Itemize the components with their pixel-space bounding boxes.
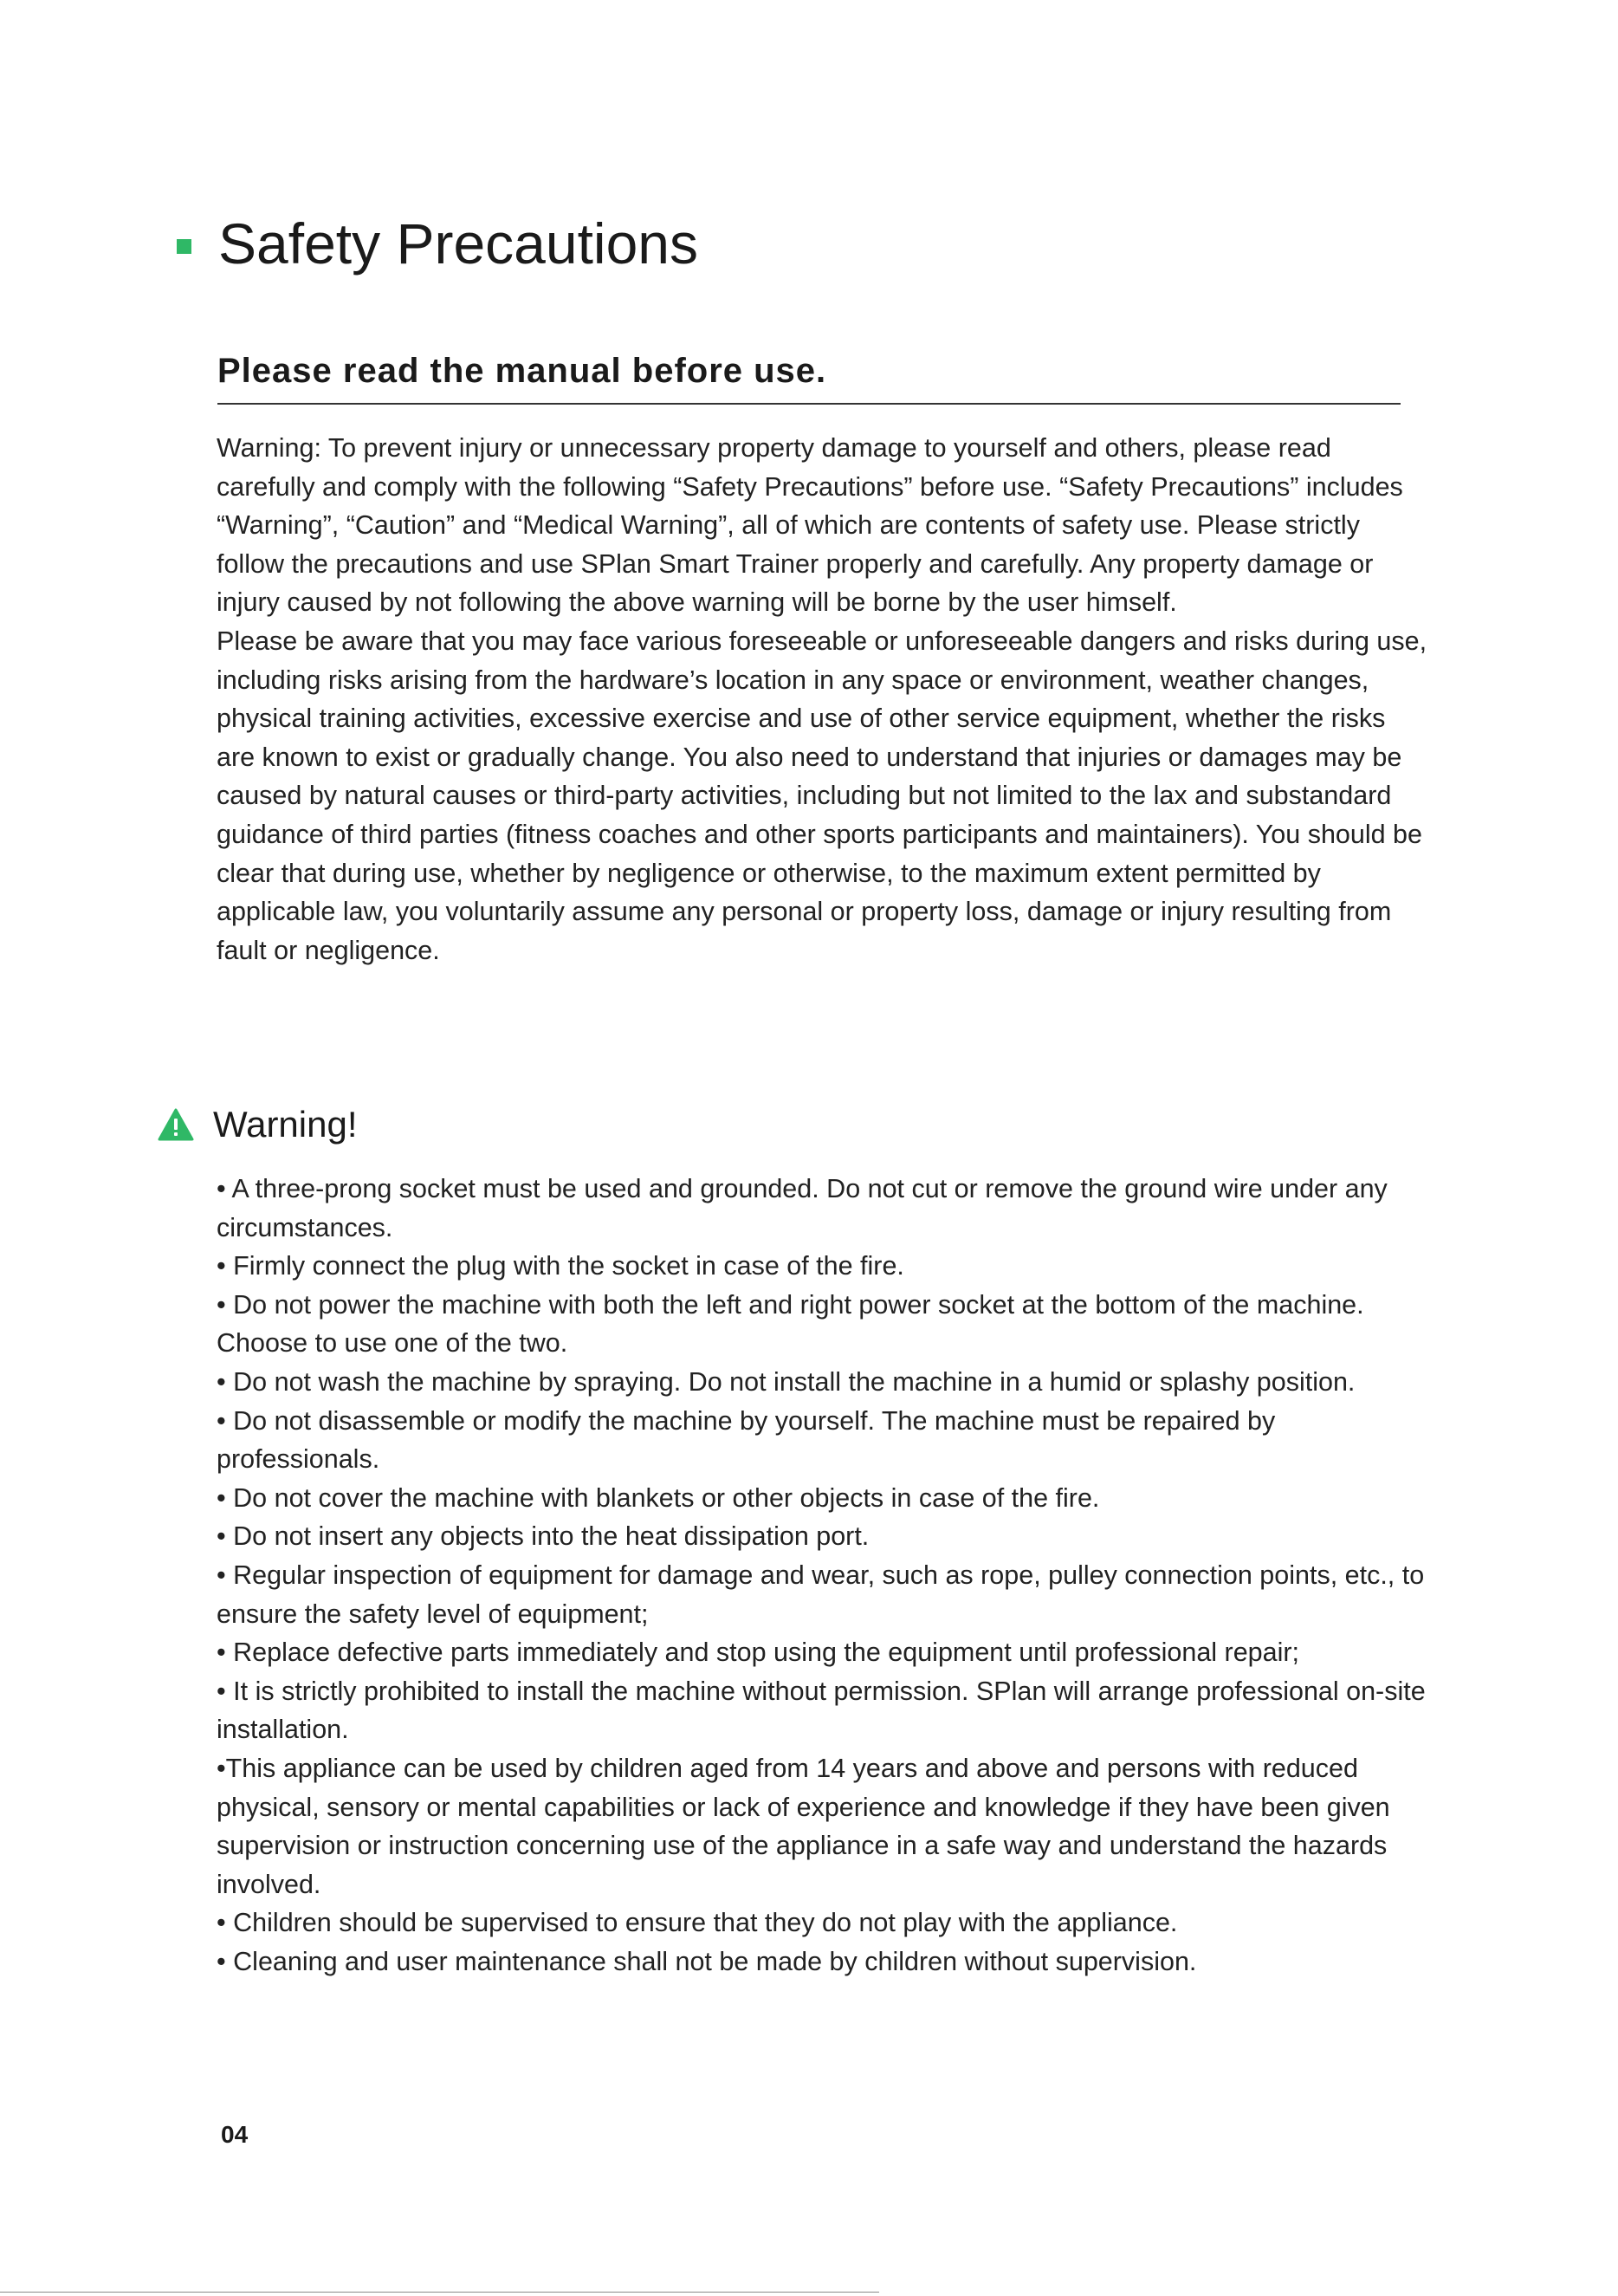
section-marker-square: [177, 239, 191, 254]
warning-item: • Do not power the machine with both the left and right power socket at the bottom of the machine. Choose to use one of the two.: [217, 1289, 1364, 1359]
warning-title: Warning!: [213, 1104, 358, 1145]
warning-triangle-icon: [158, 1108, 194, 1141]
warning-item: • Do not disassemble or modify the machine by yourself. The machine must be repaired by professionals.: [217, 1405, 1276, 1475]
page-number: 04: [221, 2121, 249, 2148]
warning-item: • It is strictly prohibited to install the machine without permission. SPlan will arrange professional on-site installation.: [217, 1676, 1426, 1745]
page-title: Safety Precautions: [218, 211, 698, 276]
warning-item: • A three-prong socket must be used and grounded. Do not cut or remove the ground wire under any circumstances.: [217, 1174, 1388, 1242]
warning-item: • Do not wash the machine by spraying. Do not install the machine in a humid or splashy position.: [217, 1366, 1356, 1397]
intro-paragraph: Warning: To prevent injury or unnecessary property damage to yourself and others, please read carefully and comply with the following “Safety Precautions” before use. “Safety Precautions” includes “Warning”, “Caution” and “Medical Warning”, all of which are contents of safety use. Please strictly follow the precautions and use SPlan Smart Trainer properly and carefully. Any property damage or injury caused by not following the above warning will be borne by the user himself.: [217, 433, 1403, 618]
page-subtitle: Please read the manual before use.: [217, 352, 827, 390]
warning-item: • Regular inspection of equipment for damage and wear, such as rope, pulley connection points, etc., to ensure the safety level of equipment;: [217, 1560, 1425, 1629]
intro-text: [217, 429, 1429, 970]
warning-item: • Firmly connect the plug with the socket in case of the fire.: [217, 1251, 904, 1281]
warning-list: [217, 1170, 1438, 1981]
warning-item: •This appliance can be used by children aged from 14 years and above and persons with reduced physical, sensory or mental capabilities or lack of experience and knowledge if they have been given supervision or instruction concerning use of the appliance in a safe way and understand the hazards involved.: [217, 1753, 1390, 1899]
warning-item: • Children should be supervised to ensure that they do not play with the appliance.: [217, 1908, 1178, 1938]
warning-item: • Do not cover the machine with blankets or other objects in case of the fire.: [217, 1482, 1100, 1513]
subtitle-divider: [217, 403, 1401, 405]
warning-item: • Replace defective parts immediately and stop using the equipment until professional repair;: [217, 1638, 1300, 1668]
intro-paragraph: Please be aware that you may face various foreseeable or unforeseeable dangers and risks during use, including risks arising from the hardware’s location in any space or environment, weather changes, physical training activities, excessive exercise and use of other service equipment, whether the risks are known to exist or gradually change. You also need to understand that injuries or damages may be caused by natural causes or third-party activities, including but not limited to the lax and substandard guidance of third parties (fitness coaches and other sports participants and maintainers). You should be clear that during use, whether by negligence or otherwise, to the maximum extent permitted by applicable law, you voluntarily assume any personal or property loss, damage or injury resulting from fault or negligence.: [217, 626, 1427, 965]
warning-heading: [158, 1100, 358, 1149]
bottom-divider: [0, 2292, 879, 2293]
warning-item: • Cleaning and user maintenance shall not be made by children without supervision.: [217, 1946, 1197, 1976]
warning-item: • Do not insert any objects into the heat dissipation port.: [217, 1521, 870, 1552]
